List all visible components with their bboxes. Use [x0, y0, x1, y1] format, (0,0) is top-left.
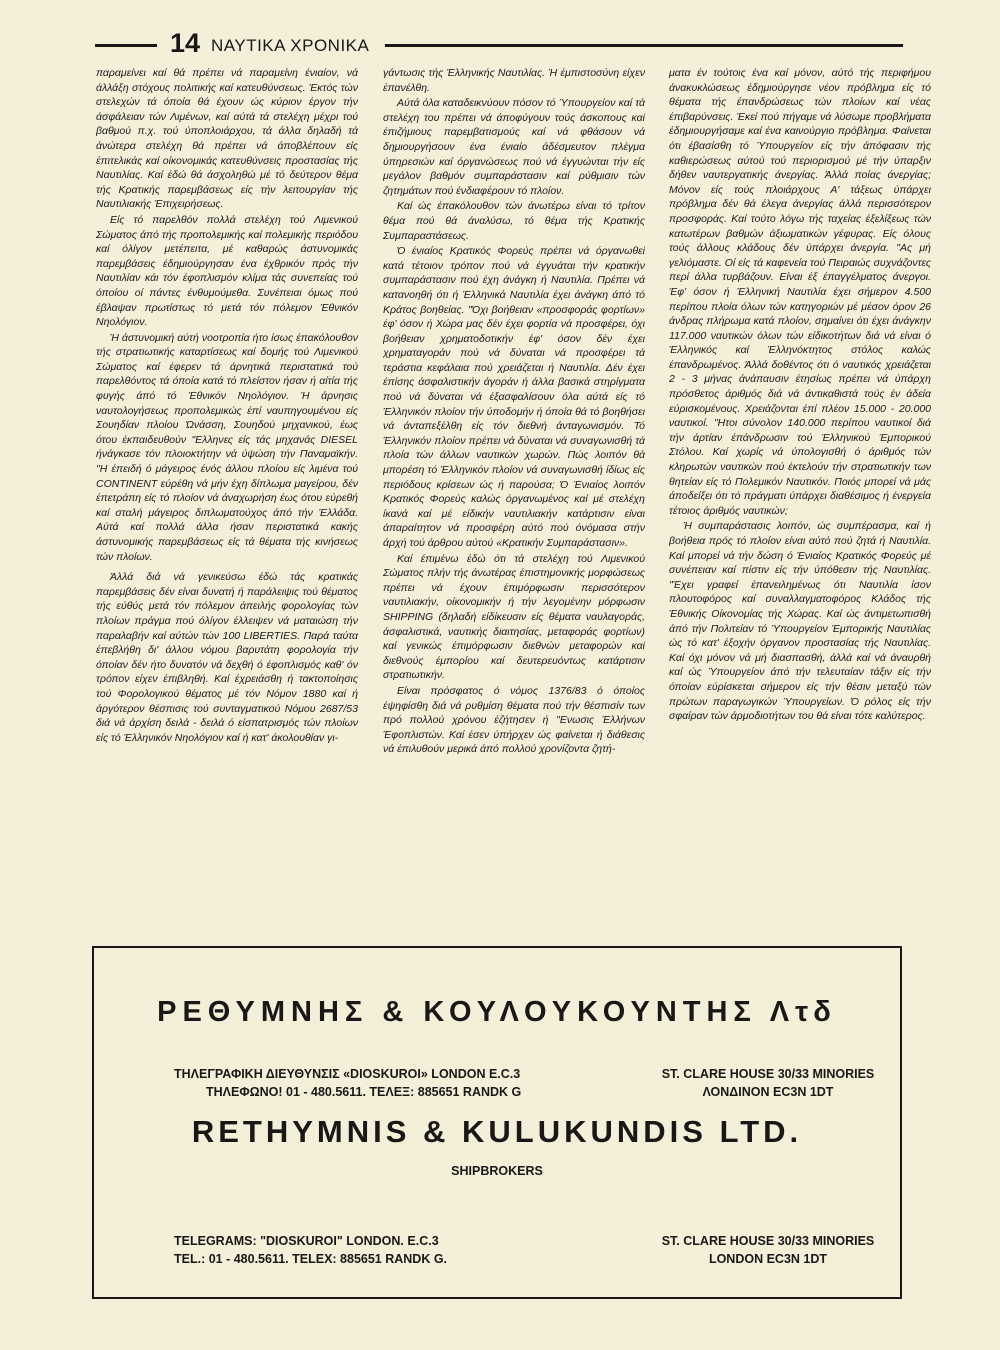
ad-greek-phone-telex: ΤΗΛΕΦΩΝΟ! 01 - 480.5611. ΤΕΛΕΞ: 885651 RANDK G	[206, 1085, 522, 1099]
paragraph: Καί ώς έπακόλουθον τών άνωτέρω είναι τό τρίτον θέμα πού θά άναλύσω, τό θέμα τής Κρατικής Συμπαραστάσεως.	[383, 200, 645, 242]
header-rule-left	[95, 44, 157, 47]
paragraph: παραμείνει καί θά πρέπει νά παραμείνη ένιαίον, νά άλλάξη στόχους πολιτικής καί κατευθύνσεως. Έκτός τών στελεχών τά όποία θά έχουν ώς κύριον έργον τήν άσφάλειαν τών Λιμένων, καί αύτά τά στελέχη μέχρι τού βαθμού π.χ. τού ύποπλοιάρχου, τά άλλα δηλαδή τά άνώτερα στελέχη θά πρέπει νά άποβλέπουν είς έπιτελικάς καί οίκονομικάς κατευθύνσεις προστασίας τής Ναυτιλίας. Καί έδώ θά άσχοληθώ μέ τό δεύτερον θέμα τής Κρατικής παρεμβάσεως είς τήν λειτουργίαν τής Ναυτιλιακής Έπιχειρήσεως.	[96, 67, 358, 211]
article-column-3	[669, 66, 931, 928]
paragraph: Είναι πρόσφατος ό νόμος 1376/83 ό όποίος έψηφίσθη διά νά ρυθμίση θέματα πού τήν θέσπισίν των πρό πολλού χρόνου έζήτησεν ή "Ενωσις Έλλήνων Έφοπλιστών. Καί έσεν ύπήρχεν ώς φαίνεται ή διάθεσις νά έπιλυθούν μερικά άπό πολλού χρονίζοντα ζητή-	[383, 684, 645, 756]
ad-greek-telegraphic-address: ΤΗΛΕΓΡΑΦΙΚΗ ΔΙΕΥΘΥΝΣΙΣ «DIOSKUROI» LONDON E.C.3	[174, 1067, 521, 1081]
paragraph: Είς τό παρελθόν πολλά στελέχη τού Λιμενικού Σώματος άπό τής προπολεμικής καί πολεμικής περιόδου καί όλίγον μετέπειτα, μέ καθαρώς άστυνομικάς παρεμβάσεις έδημιούργησαν ένα έχθρικόν πρός τήν Ναυτιλίαν κάι τόν έφοπλισμόν κλίμα τάς συνεπείας τού όποίου οί πάντες ένθυμούμεθα. Συνέπειαι όμως πού έβλαψαν πρωτίστως τό μετά τόν πόλεμον Έθνικόν Νηολόγιον.	[96, 213, 358, 329]
header-rule-right	[385, 44, 903, 47]
ad-latin-company-name: RETHYMNIS & KULUKUNDIS LTD.	[191, 1114, 803, 1149]
ad-tel-telex: TEL.: 01 - 480.5611. TELEX: 885651 RANDK G.	[174, 1252, 448, 1266]
ad-shipbrokers-label: SHIPBROKERS	[451, 1164, 543, 1178]
ad-greek-street-address: ST. CLARE HOUSE 30/33 MINORIES	[661, 1067, 875, 1081]
page-number: 14	[170, 28, 201, 58]
paragraph: Αύτά όλα καταδεικνύουν πόσον τό Ύπουργείον καί τά στελέχη του πρέπει νά άποφύγουν τούς άσκοπους καί έπιζήμιους παρεμβατισμούς καί νά φθάσουν νά δημιουργήσουν ένα ένιαίο άδέσμευτον πλέγμα ύπηρεσιών καί όργανώσεως πού νά έγγυώνται τήν είς μεγάλον βαθμόν συμπαράστασιν καί ρύθμισιν τών ζητημάτων πού ένδιαφέρουν τό πλοίον.	[383, 97, 645, 197]
ad-greek-company-name: ΡΕΘΥΜΝΗΣ & ΚΟΥΛΟΥΚΟΥΝΤΗΣ Λτδ	[157, 996, 837, 1028]
paragraph: Καί έπιμένω έδώ ότι τά στελέχη τού Λιμενικού Σώματος πλήν τής άνωτέρας έπιστημονικής μορφώσεως πρέπει νά έχουν έπιμόρφωσιν περισσότερον ναυτιλιακήν, οίκονομικήν ή τήν λεγομένην μόρφωσιν SHIPPING (δηλαδή είδίκευσιν είς θέματα ναυλαγοράς, άσφαλιστικά, ναυτικής διαιτησίας, μεταφοράς φορτίων) καί γενικώς έπιμόρφωσιν διεθνών μεταφορών καί διεθνούς έμπορίου καί δευτερευόντως κατάρτισιν στρατιωτικήν.	[383, 552, 645, 682]
ad-city-postcode: LONDON EC3N 1DT	[708, 1252, 828, 1266]
ad-street-address: ST. CLARE HOUSE 30/33 MINORIES	[661, 1234, 875, 1248]
paragraph: Ή συμπαράστασις λοιπόν, ώς συμπέρασμα, καί ή βοήθεια πρός τό πλοίον είναι αύτό πού ζητά ή Ναυτιλία. Καί μπορεί νά τήν δώση ό Ένιαίος Κρατικός Φορεύς μέ συνέπειαν καί πίστιν είς τήν ύπόθεσιν τής Ναυτιλίας. "Έχει γραφεί έπανειλημένως ότι Ναυτιλία ίσον πλουτοφόρος καί συναλλαγματοφόρος Κλάδος τής Έθνικής Οίκονομίας τής Χώρας. Καί ώς άντιμετωπισθή άπό τήν Πολιτείαν τό Ύπουργείον Έμπορικής Ναυτιλίας ώς τό κατ' έξοχήν όργανον προστασίας τής Ναυτιλίας. Καί όχι μόνον νά μή διασπασθή, άλλά καί νά άναυρθή καί ώς Ύπουργείον άπό τήν τελευταίαν τάξιν είς τήν όποίαν εύρίσκεται σήμερον είς τήν θέσιν μεταξύ τών πρώτων παραγωγικών Ύπουργείων. Ό ρόλος είς τήν σφαίραν τών άρμοδιοτήτων του θά είναι τότε καλύτερος.	[669, 520, 931, 723]
ad-greek-city-postcode: ΛΟΝΔΙΝΟΝ EC3N 1DT	[702, 1085, 834, 1099]
shipbroker-advertisement	[92, 946, 902, 1299]
paragraph: Ή άστυνομική αύτή νοοτροπία ήτο ίσως έπακόλουθον τής στρατιωτικής καταρτίσεως καί δομής τού Λιμενικού Σώματος καί έφερεν τά άρνητικά περιστατικά τού παρελθόντος τά όποία κατά τό πλείστον ήσαν ή αίτία τής φυγής άπό τό Έθνικόν Νηολόγιον. Ή άρνησις ναυτολογήσεως προπολεμικώς έπί ναυπηγουμένου είς Σουηδίαν πλοίου Ώνάσση, Σουηδού μηχανικού, έως ότου έκπαιδευθούν "Ελληνες είς τάς μηχανάς DIESEL ήνάγκασε τόν πλοιοκτήτην νά ύψώση τήν Παναμαϊκήν. "Η έπειδή ό μάγειρος ένός άλλου πλοίου είς λιμένα τού CONTINENT εύρέθη νά μήν έχη δίπλωμα μαγείρου, δέν έπετράπη είς τό πλοίον νά άναχωρήση έως ότου εύρεθή καί σταλή μάγειρος διπλωματούχος άπό τήν Έλλάδα. Αύτά καί πολλά άλλα ήσαν περιστατικά κακής άστυνομικής παρεμβάσεως είς τά θέματα τής κινήσεως τών πλοίων.	[96, 331, 358, 563]
paragraph: ματα έν τούτοις ένα καί μόνον, αύτό τής περιφήμου άνακυκλώσεως έδημιούργησε νέον πρόβλημα είς τό θέματα τής έπανδρώσεως τών πλοίων καί νέας έπιβαρύνσεις. Έκεί πού πήγαμε νά λύσωμε προβλήματα έδημιουργήσαμε καί ένα καινούργιο πρόβλημα. Φαίνεται ότι έβασίσθη τό Ύπουργείον είς τήν άπόφασιν τής καθιερώσεως αύτού τού περιορισμού μέ τήν ύπαρξιν δήθεν ναυτεργατικής άνεργίας. Άλλά ποίας άνεργίας; Μόνον είς τούς πλοιάρχους Α' τάξεως ύπάρχει πρόβλημα δέν θά έλεγα άνεργίας άλλά περισσότερον προσφοράς. Καί τούτο λόγω τής ταχείας έξελίξεως τών κατωτέρων βαθμών άξιωματικών γέφυρας. Είς όλους τούς άλλους κλάδους δέν ύπάρχει άνεργία. "Ας μή γελιόμαστε. Οί είς τά καφενεία τού Πειραιώς συχνάζοντες περί άλλα τυρβάζουν. Είναι έξ έπαγγέλματος άνεργοι. Έφ' όσον ή Έλληνική Ναυτιλία έχει σήμερον 4.500 περίπου πλοία όλων τών κατηγοριών μέ μέσον όρον 26 άνδρας πλήρωμα κατά πλοίον, σημαίνει ότι έχει άνάγκην 117.000 ναυτικών όλων τών είδικοτήτων διά νά είναι ό Έλληνικός καί Έλληνόκτητος στόλος καλώς έπανδρωμένος. Άλλά δοθέντος ότι ό ναυτικός χρειάζεται 2 - 3 μήνας άνάπαυσιν έτησίως πρέπει νά ύπάρχη πρόσθετος άριθμός διά νά άντικαθιστά τούς έν άδεία εύρισκομένους. Χρειάζονται έπί πλέον 15.000 - 20.000 ναυτικοί. "Ητοι σύνολον 140.000 περίπου ναυτικοί διά τήν άρτίαν έπάνδρωσιν τού Έλληνικού Έμπορικού Στόλου. Καί χωρίς νά ύπολογισθή ό άριθμός τών κληρωτών ναυτικών πού έκτελούν τήν στρατιωτικήν των θητείαν είς τό Πολεμικόν Ναυτικόν. Ποιός μπορεί νά μάς άποδείξει ότι τό πράγματι ύπάρχει διαθέσιμος ή ένεργεία τέτοιος άριθμός ναυτικών;	[669, 67, 931, 517]
running-title: ΝΑΥΤΙΚΑ ΧΡΟΝΙΚΑ	[211, 36, 370, 55]
ad-telegrams: TELEGRAMS: "DIOSKUROI" LONDON. E.C.3	[174, 1234, 439, 1248]
paragraph: γάντωσις τής Έλληνικής Ναυτιλίας. Ή έμπιστοσύνη είχεν έπανέλθη.	[383, 67, 645, 94]
article-column-1	[96, 66, 358, 928]
paragraph: Άλλά διά νά γενικεύσω έδώ τάς κρατικάς παρεμβάσεις δέν είναι δυνατή ή παράλειψις τού θέματος τής εύθύς μετά τόν πόλεμον άπειλής φορολογίας τών πλοίων πράγμα πού όλίγον έλλειψεν νά ματαιώση τήν παραλαβήν καί αύτών τών 100 LIBERTIES. Παρά ταύτα έπεβλήθη δι' άλλου νόμου βαρυτάτη φορολογία τήν όποίαν δέν ήτο δυνατόν νά δεχθή ό έφοπλισμός καθ' όν τρόπον είχεν έπιβληθή. Καί έχρειάσθη ή τακτοποίησις τού Φορολογικού θέματος μέ τόν Νόμον 1880 καί ή άργότερον θέσπισις τού συνταγματικού Νόμου 2687/53 διά νά άρχίση δειλά - δειλά ό είσπατρισμός τών πλοίων είς τό Έλληνικόν Νηολόγιον καί ή κατ' άκολουθίαν γι-	[96, 571, 358, 744]
article-column-2	[383, 66, 645, 928]
paragraph: Ό ένιαίος Κρατικός Φορεύς πρέπει νά όργανωθεί κατά τέτοιον τρόπον πού νά έγγυάται τήν κρατικήν συμπαράστασιν πού έχη άνάγκη ή Ναυτιλία. Πρέπει νά κατανοηθή ότι ή Έλληνικά Ναυτιλία έχει άνάγκη άπό τό Κράτος βοηθείας. "Όχι βοήθειαν «προσφοράς φορτίων» έφ' όσον ή Χώρα μας δέν έχει φορτία νά προσφέρει, όχι βοήθειαν χρηματοδοτικήν έφ' όσον δέν έχει χρηματαγοράν πού νά δύναται νά προσφέρει τά τεράστια κεφάλαια πού χρειάζεται ή Ναυτιλία. Δέν έχει έπίσης άσφαλιστικήν άγοράν ή άλλα βασικά στηρίγματα πού νά δύναται νά έξασφαλίσουν όλα αύτά είς τό Έλληνικόν πλοίον τήν ύποδομήν ή όποία θά τό βοηθήσει νά άνταπεξέλθη είς τόν διεθνή άνταγωνισμόν. Τό Έλληνικόν πλοίον πρέπει νά δύναται νά συναγωνισθή τά πλοία τών άλλων ναυτικών χωρών. Πώς λοιπόν θά μπορέση τό Έλληνικόν πλοίον νά συναγωνισθή ίδίως είς περιόδους κρίσεων ώς ή παρούσα; Ό Ένιαίος λοιπόν Κρατικός Φορεύς καλώς όργανωμένος καί μέ στελέχη ίκανά καί μέ είδικήν ναυτιλιακήν κατάρτισιν είναι άπαραίτητον νά προσφέρη αύτό πού όνόμασα στήν άρχή τού άρθρου αύτού «Κρατικήν Συμπαράστασιν».	[383, 245, 645, 549]
